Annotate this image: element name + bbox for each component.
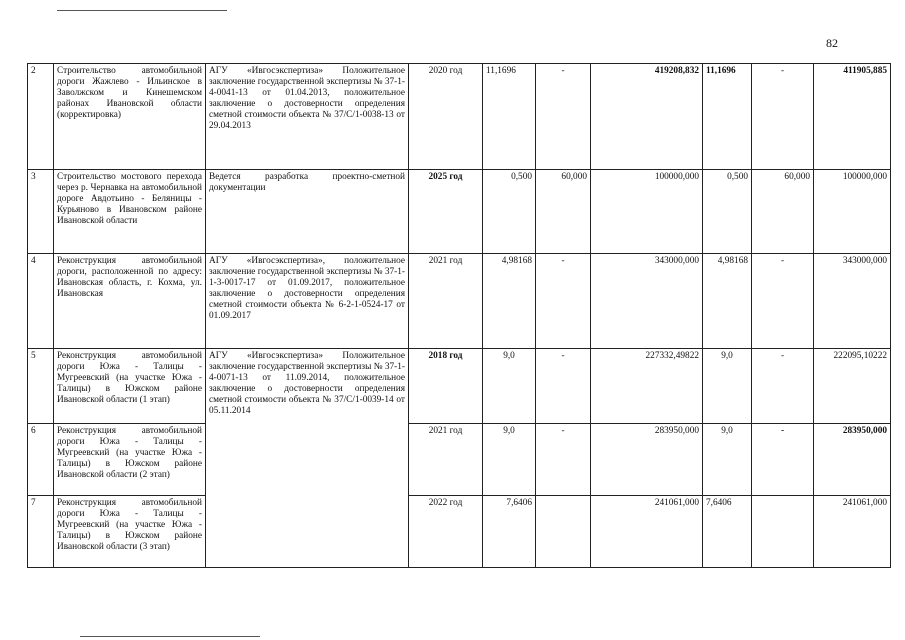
value-cell: 0,500 bbox=[703, 170, 752, 254]
value-cell: 60,000 bbox=[536, 170, 591, 254]
value-cell: - bbox=[536, 254, 591, 349]
value-cell: 9,0 bbox=[483, 424, 536, 496]
row-number: 6 bbox=[28, 424, 54, 496]
value-cell: - bbox=[752, 424, 814, 496]
expertise-info: Ведется разработка проектно-сметной документации bbox=[206, 170, 409, 254]
value-cell: 4,98168 bbox=[483, 254, 536, 349]
value-cell: 9,0 bbox=[703, 349, 752, 424]
value-cell: - bbox=[536, 64, 591, 170]
value-cell: 283950,000 bbox=[814, 424, 891, 496]
value-cell: - bbox=[752, 254, 814, 349]
value-cell bbox=[536, 496, 591, 568]
value-cell: 4,98168 bbox=[703, 254, 752, 349]
value-cell bbox=[752, 496, 814, 568]
object-name: Реконструкция автомобильной дороги Южа - Талицы - Мугреевский (на участке Южа - Талицы) в Южском районе Ивановской области (2 этап) bbox=[54, 424, 206, 496]
table-row bbox=[28, 496, 891, 568]
year-cell: 2018 год bbox=[409, 349, 483, 424]
value-cell: 343000,000 bbox=[591, 254, 703, 349]
value-cell: - bbox=[752, 349, 814, 424]
value-cell: 283950,000 bbox=[591, 424, 703, 496]
row-number: 2 bbox=[28, 64, 54, 170]
year-cell: 2022 год bbox=[409, 496, 483, 568]
top-rule bbox=[57, 10, 227, 11]
value-cell: 0,500 bbox=[483, 170, 536, 254]
year-cell: 2021 год bbox=[409, 424, 483, 496]
value-cell: 343000,000 bbox=[814, 254, 891, 349]
value-cell: 419208,832 bbox=[591, 64, 703, 170]
value-cell: 100000,000 bbox=[591, 170, 703, 254]
value-cell: - bbox=[536, 349, 591, 424]
row-number: 7 bbox=[28, 496, 54, 568]
table-row bbox=[28, 64, 891, 170]
value-cell: 11,1696 bbox=[703, 64, 752, 170]
object-name: Строительство мостового перехода через р. Чернавка на автомобильной дороге Авдотьино - Беляницы - Курьяново в Ивановском районе Ивановской области bbox=[54, 170, 206, 254]
object-name: Реконструкция автомобильной дороги, расположенной по адресу: Ивановская область, г. Кохма, ул. Ивановская bbox=[54, 254, 206, 349]
object-name: Строительство автомобильной дороги Жажлево - Ильинское в Заволжском и Кинешемском районах Ивановской области (корректировка) bbox=[54, 64, 206, 170]
value-cell: 227332,49822 bbox=[591, 349, 703, 424]
row-number: 4 bbox=[28, 254, 54, 349]
value-cell: - bbox=[536, 424, 591, 496]
value-cell: 100000,000 bbox=[814, 170, 891, 254]
value-cell: - bbox=[752, 64, 814, 170]
object-name: Реконструкция автомобильной дороги Южа - Талицы - Мугреевский (на участке Южа - Талицы) в Южском районе Ивановской области (1 этап) bbox=[54, 349, 206, 424]
value-cell: 222095,10222 bbox=[814, 349, 891, 424]
value-cell: 7,6406 bbox=[703, 496, 752, 568]
merged-expertise-info: АГУ «Ивгосэкспертиза» Положительное заключение государственной экспертизы № 37-1-4-0071-13 от 11.09.2014, положительное заключение о достоверности определения сметной стоимости объекта № 37/С/1-0039-14 от 05.11.2014 bbox=[206, 349, 409, 568]
table-row bbox=[28, 424, 891, 496]
row-number: 3 bbox=[28, 170, 54, 254]
value-cell: 60,000 bbox=[752, 170, 814, 254]
projects-table bbox=[27, 63, 891, 568]
value-cell: 9,0 bbox=[483, 349, 536, 424]
bottom-rule bbox=[80, 636, 260, 637]
year-cell: 2025 год bbox=[409, 170, 483, 254]
value-cell: 241061,000 bbox=[591, 496, 703, 568]
year-cell: 2020 год bbox=[409, 64, 483, 170]
year-cell: 2021 год bbox=[409, 254, 483, 349]
value-cell: 411905,885 bbox=[814, 64, 891, 170]
table-row bbox=[28, 254, 891, 349]
table-row bbox=[28, 170, 891, 254]
value-cell: 11,1696 bbox=[483, 64, 536, 170]
object-name: Реконструкция автомобильной дороги Южа - Талицы - Мугреевский (на участке Южа - Талицы) в Южском районе Ивановской области (3 этап) bbox=[54, 496, 206, 568]
value-cell: 241061,000 bbox=[814, 496, 891, 568]
table-row bbox=[28, 349, 891, 424]
expertise-info: АГУ «Ивгосэкспертиза» Положительное заключение государственной экспертизы № 37-1-4-0041-13 от 01.04.2013, положительное заключение о достоверности определения сметной стоимости объекта № 37/С/1-0038-13 от 29.04.2013 bbox=[206, 64, 409, 170]
row-number: 5 bbox=[28, 349, 54, 424]
value-cell: 9,0 bbox=[703, 424, 752, 496]
value-cell: 7,6406 bbox=[483, 496, 536, 568]
page-number: 82 bbox=[826, 36, 838, 50]
expertise-info: АГУ «Ивгосэкспертиза», положительное заключение государственной экспертизы № 37-1-1-3-0017-17 от 01.09.2017, положительное заключение о достоверности определения сметной стоимости объекта № 6-2-1-0524-17 от 01.09.2017 bbox=[206, 254, 409, 349]
